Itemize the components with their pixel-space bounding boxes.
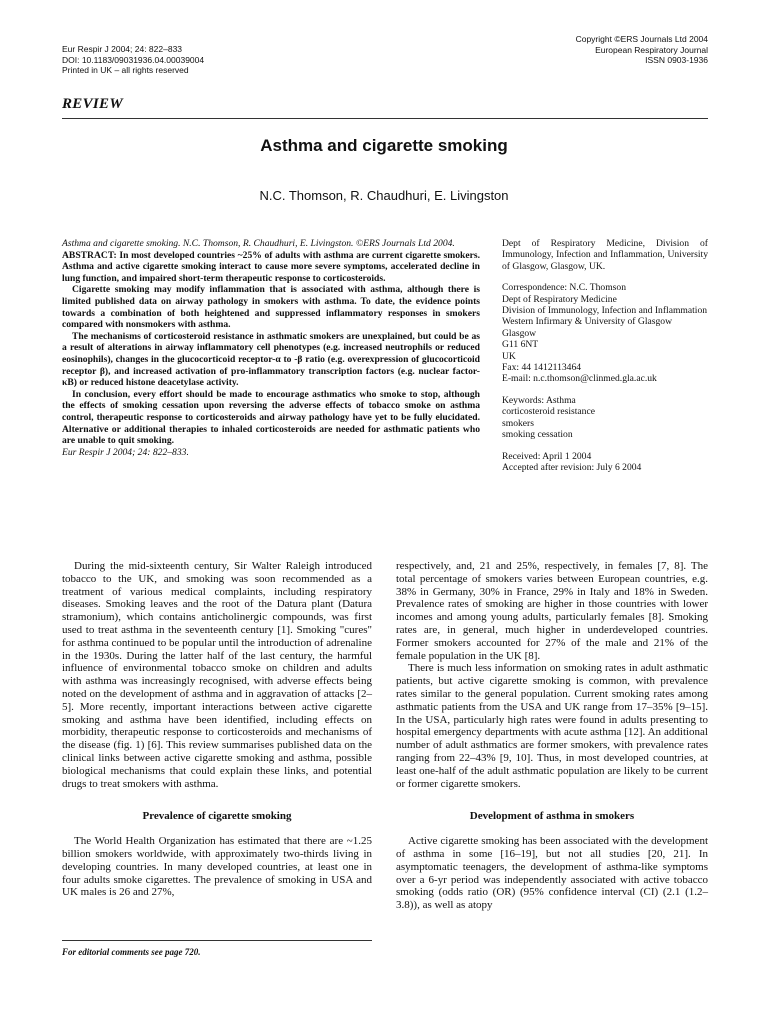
- header-copyright: Copyright ©ERS Journals Ltd 2004: [575, 34, 708, 44]
- article-title: Asthma and cigarette smoking: [260, 136, 508, 155]
- keyword: smokers: [502, 417, 534, 429]
- footnote-divider: [62, 940, 372, 941]
- header-doi: DOI: 10.1183/09031936.04.00039004: [62, 54, 205, 65]
- keywords: [502, 395, 708, 441]
- header-printed: Printed in UK – all rights reserved: [62, 65, 189, 75]
- corr-line: UK: [502, 350, 516, 362]
- body-paragraph: The World Health Organization has estimated that there are ~1.25 billion smokers worldwide, with approximately two-thirds living in developing countries. In many developed countries, at least one in four adults smoke cigarettes. The prevalence of smoking in USA and UK males is 26 and 27%,: [62, 835, 372, 899]
- journal-header-left: [62, 44, 204, 76]
- header-citation: Eur Respir J 2004; 24: 822–833: [62, 44, 183, 54]
- abstract-p4: In conclusion, every effort should be made to encourage asthmatics who smoke to stop, although the effects of smoking cessation upon reversing the adverse effects of tobacco smoke on asthma control, therapeutic response to corticosteroids and airway pathology have yet to be fully elucidated. Alternative or additional therapies to inhaled corticosteroids are needed for asthmatic patients who are unable to quit smoking.: [62, 388, 480, 447]
- abstract-p1-text: In most developed countries ~25% of adults with asthma are current cigarette smokers. Asthma and active cigarette smoking interact to cause more severe symptoms, accelerated decline in lung function, and impaired short-term therapeutic response to corticosteroids.: [62, 249, 480, 284]
- section-label: REVIEW: [62, 96, 123, 112]
- abstract-journal-ref: Eur Respir J 2004; 24: 822–833.: [62, 446, 189, 458]
- abstract: [62, 238, 480, 458]
- header-journal: European Respiratory Journal: [595, 44, 708, 55]
- body-paragraph: Active cigarette smoking has been associated with the development of asthma in some [16–19], but not all studies [20, 21]. In asymptomatic teenagers, the development of asthma-like symptoms over a 6-yr period was independently associated with active tobacco smoking (odds ratio (OR) (95% confidence interval (CI) (2.1 (1.2–3.8)), as well as atopy: [396, 835, 708, 912]
- article-authors: N.C. Thomson, R. Chaudhuri, E. Livingston: [259, 188, 509, 203]
- abstract-p2: Cigarette smoking may modify inflammation that is associated with asthma, although there is limited published data on airway pathology in smokers with asthma. To date, the evidence points towards a combination of both heightened and suppressed inflammatory responses in smokers compared with nonsmokers with asthma.: [62, 284, 480, 331]
- section-heading-development: Development of asthma in smokers: [469, 810, 635, 823]
- header-divider: [62, 118, 708, 119]
- affiliation-block: [502, 238, 708, 483]
- corr-line: G11 6NT: [502, 339, 539, 351]
- body-column-right: [396, 560, 708, 912]
- body-paragraph: respectively, and, 21 and 25%, respectively, in females [7, 8]. The total percentage of smokers varies between European countries, e.g. 38% in Germany, 30% in France, 29% in Italy and 18% in Sweden. Prevalence rates of smoking are higher in those countries with lower incomes and among young adults, particularly females [8]. Smoking rates are, in general, much higher in underdeveloped countries. Former smokers accounted for 27% of the male and 21% of the female population in the UK [8].: [396, 560, 708, 662]
- abstract-p3: The mechanisms of corticosteroid resistance in asthmatic smokers are unexplained, but could be as a result of alterations in airway inflammatory cell phenotypes (e.g. increased neutrophils or reduced eosinophils), changes in the glucocorticoid receptor-α to -β ratio (e.g. overexpression of glucocorticoid receptor β), and increased activation of pro-inflammatory transcription factors (e.g. nuclear factor-κB) or reduced histone deacetylase activity.: [62, 330, 480, 389]
- abstract-label: ABSTRACT:: [62, 249, 117, 261]
- corr-fax: Fax: 44 1412113464: [502, 362, 582, 374]
- accepted-date: Accepted after revision: July 6 2004: [502, 461, 642, 473]
- header-issn: ISSN 0903-1936: [645, 55, 708, 65]
- correspondence: [502, 282, 708, 385]
- editorial-footnote: For editorial comments see page 720.: [62, 947, 201, 957]
- corr-line: Division of Immunology, Infection and Inflammation: [502, 305, 708, 317]
- affiliation-dept: Dept of Respiratory Medicine, Division of Immunology, Infection and Inflammation, University of Glasgow, Glasgow, UK.: [502, 238, 708, 272]
- abstract-citation: Asthma and cigarette smoking. N.C. Thomson, R. Chaudhuri, E. Livingston. ©ERS Journals Ltd 2004.: [62, 238, 455, 249]
- corr-line: Correspondence: N.C. Thomson: [502, 282, 626, 294]
- corr-line: Western Infirmary & University of Glasgow: [502, 316, 673, 328]
- body-column-left: [62, 560, 372, 899]
- keyword: smoking cessation: [502, 429, 573, 441]
- keyword: corticosteroid resistance: [502, 406, 595, 418]
- corr-line: Glasgow: [502, 327, 537, 339]
- corr-line: Dept of Respiratory Medicine: [502, 293, 617, 305]
- received-date: Received: April 1 2004: [502, 450, 592, 462]
- corr-email[interactable]: E-mail: n.c.thomson@clinmed.gla.ac.uk: [502, 373, 657, 385]
- journal-header-right: [576, 34, 708, 66]
- body-paragraph: During the mid-sixteenth century, Sir Walter Raleigh introduced tobacco to the UK, and smoking was soon recommended as a treatment of various medical complaints, including respiratory diseases. Smoking leaves and the root of the Datura plant (Datura stramonium), which contains anticholinergic compounds, was first used to treat asthma in the seventeenth century [1]. Smoking "cures" for asthma continued to be popular until the introduction of adrenaline in the 1930s. During the latter half of the last century, the harmful influence of environmental tobacco smoke on children and adults with asthma was increasingly recognised, with adverse effects being noted on the development of asthma and in aggravation of attacks [2–5]. More recently, important interactions between active cigarette smoking and asthma have been identified, including effects on morbidity, therapeutic response to corticosteroids and mechanisms of the disease (fig. 1) [6]. This review summarises published data on the clinical links between active cigarette smoking and asthma, possible biological mechanisms that could explain these links, and potential drugs to treat smokers with asthma.: [62, 560, 372, 790]
- section-heading-prevalence: Prevalence of cigarette smoking: [142, 810, 292, 823]
- keyword: Keywords: Asthma: [502, 394, 576, 406]
- abstract-p1: [62, 250, 480, 285]
- dates: [502, 451, 708, 474]
- body-paragraph: There is much less information on smoking rates in adult asthmatic patients, but active cigarette smoking is common, with prevalence rates similar to the general population. Current smoking rates among asthmatic patients from the USA and UK range from 17–35% [9–15]. In the USA, particularly high rates were found in adults presenting to hospital emergency departments with acute asthma [12]. An additional number of adult asthmatics are former smokers, with prevalence rates ranging from 22–43% [9, 10]. Thus, in most developed countries, at least one-half of the adult asthmatic population are likely to be current or former cigarette smokers.: [396, 662, 708, 790]
